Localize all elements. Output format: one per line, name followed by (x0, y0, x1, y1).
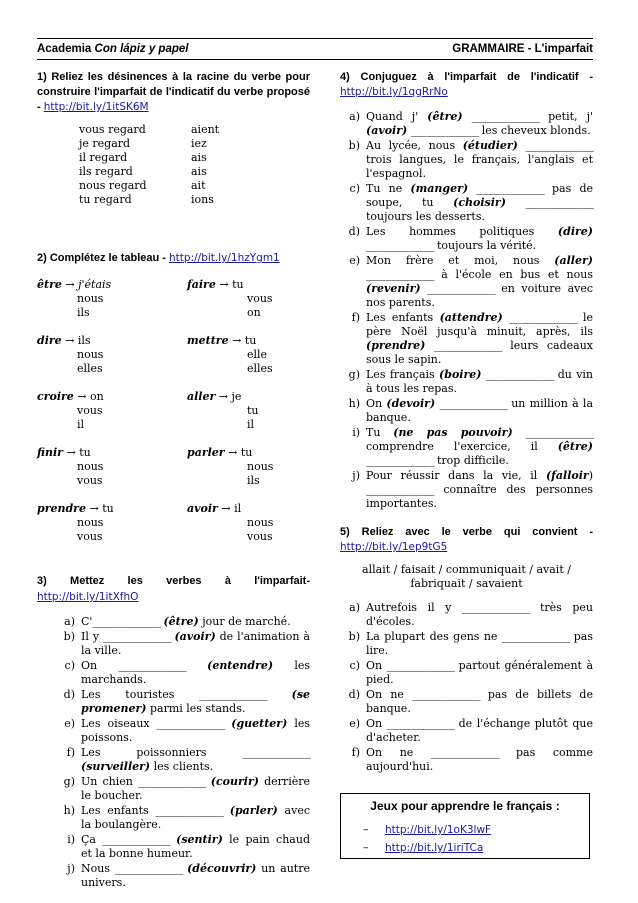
ex4-item (340, 397, 593, 425)
ex2-first-line (187, 502, 310, 516)
ex4-text: Tu ne (manger) _______________ pas de soupe, tu (choisir) _______________ toujours les desserts. (366, 182, 594, 223)
verb-hint: (revenir) (366, 282, 421, 295)
answer-blank[interactable]: _______________ (430, 746, 499, 759)
answer-blank[interactable]: _______________ (366, 483, 434, 496)
ex2-pronoun: tu (232, 278, 244, 291)
item-letter: b) (348, 630, 360, 643)
ex4-text: Les enfants (attendre) _______________ le père Noël jusqu'à minuit, après, ils (prendre) _______________ leurs cadeaux sous le sapin. (366, 311, 594, 366)
ex2-pronoun: il (234, 502, 242, 515)
item-letter: d) (63, 688, 75, 701)
item-letter: i) (352, 426, 360, 439)
games-box (340, 793, 590, 859)
ex2-pronoun-line: nous (77, 460, 104, 473)
verb-hint: (être) (557, 440, 593, 453)
ex4-text: Tu (ne pas pouvoir) _______________ comprendre l'exercice, il (être) _______________ trop difficile. (366, 426, 593, 467)
ex2-block (37, 502, 187, 544)
verb-hint: (être) (163, 615, 199, 628)
answer-blank[interactable]: _______________ (525, 196, 594, 209)
verb-hint: (attendre) (439, 311, 503, 324)
verb-hint: (se promener) (81, 688, 311, 715)
ex2-pronoun-line: nous (247, 516, 274, 529)
ex3-text: Les touristes _______________ (se promener) parmi les stands. (81, 688, 311, 715)
ex5-text: On ne _______________ pas de billets de banque. (366, 688, 593, 715)
answer-blank[interactable]: _______________ (366, 454, 434, 467)
right-column (340, 70, 593, 775)
ex4-text: Les hommes politiques (dire) _______________ toujours la vérité. (366, 225, 593, 252)
answer-blank[interactable]: _______________ (434, 339, 502, 352)
ex2-block (187, 502, 310, 544)
ex2-block (37, 334, 187, 376)
ex2-pronoun-line: il (247, 418, 255, 431)
verb-hint: (courir) (210, 775, 259, 788)
ex2-table (37, 278, 310, 558)
ex4-text: Mon frère et moi, nous (aller) _______________ à l'école en bus et nous (revenir) _______________ en voiture avec nos parents. (366, 254, 594, 309)
answer-blank[interactable]: _______________ (386, 659, 455, 672)
item-letter: a) (349, 601, 360, 614)
ex2-block (187, 446, 310, 488)
ex2-pronoun-line: nous (77, 516, 104, 529)
ex2-pronoun: j'étais (78, 278, 112, 291)
ex1-pairs (79, 123, 310, 207)
ex2-arrow: → (61, 334, 78, 347)
ex2-verb: finir (37, 446, 63, 459)
ex4-item (340, 254, 593, 310)
ex1-ending: ais (191, 165, 207, 178)
ex5-item (340, 717, 593, 745)
ex4-item (340, 225, 593, 253)
answer-blank[interactable]: _______________ (427, 282, 495, 295)
ex3-text: Les oiseaux _______________ (guetter) les poissons. (81, 717, 311, 744)
ex2-arrow: → (215, 278, 233, 291)
verb-hint: (boire) (439, 368, 482, 381)
ex5-text: On _______________ de l'échange plutôt que d'acheter. (366, 717, 593, 744)
ex2-verb: mettre (187, 334, 229, 347)
ex4-item (340, 139, 593, 181)
left-column (37, 70, 310, 891)
item-letter: c) (349, 182, 360, 195)
ex2-block (37, 446, 187, 488)
ex5-item (340, 659, 593, 687)
answer-blank[interactable]: _______________ (366, 239, 434, 252)
ex3-text: Ça _______________ (sentir) le pain chaud et la bonne humeur. (81, 833, 310, 860)
ex4-item (340, 469, 593, 511)
item-letter: e) (64, 717, 75, 730)
answer-blank[interactable]: _______________ (476, 182, 544, 195)
ex2-pronoun: ils (77, 334, 91, 347)
ex1-stem: il regard (79, 151, 128, 164)
ex3-text: Les enfants _______________ (parler) avec la boulangère. (81, 804, 310, 831)
ex3-item (55, 630, 310, 658)
ex2-first-line (37, 278, 187, 292)
ex1-row (79, 165, 310, 179)
ex5-text: Autrefois il y _______________ très peu d'écoles. (366, 601, 593, 628)
item-letter: f) (351, 746, 360, 759)
ex2-block (37, 278, 187, 320)
ex2-arrow: → (85, 502, 103, 515)
verb-hint: (étudier) (462, 139, 518, 152)
ex3-list (55, 615, 310, 890)
ex2-pronoun: tu (79, 446, 91, 459)
verb-hint: (dire) (557, 225, 593, 238)
item-letter: j) (67, 862, 75, 875)
ex2-arrow: → (224, 446, 241, 459)
ex2-pronoun-line: vous (77, 474, 103, 487)
item-letter: a) (64, 615, 75, 628)
ex2-block (37, 390, 187, 432)
ex4-text: Pour réussir dans la vie, il (falloir) _______________ connaître des personnes importantes. (366, 469, 593, 510)
item-letter: e) (349, 254, 360, 267)
ex2-verb: avoir (187, 502, 218, 515)
ex2-pronoun-line: ils (77, 306, 90, 319)
answer-blank[interactable]: _______________ (155, 804, 223, 817)
ex2-pronoun-line: elles (247, 362, 273, 375)
ex3-text: C'_______________ (être) jour de marché. (81, 615, 291, 628)
ex2-first-line (187, 334, 310, 348)
ex5-list (340, 601, 593, 774)
ex3-item (55, 659, 310, 687)
ex1-ending: aient (191, 123, 220, 136)
answer-blank[interactable]: _______________ (439, 397, 507, 410)
ex5-link[interactable]: http://bit.ly/1ep9tG5 (340, 541, 448, 553)
ex1-ending: ait (191, 179, 206, 192)
ex2-pronoun: tu (102, 502, 114, 515)
ex2-first-line (37, 502, 187, 516)
verb-hint: (choisir) (453, 196, 506, 209)
ex2-pronoun: tu (240, 446, 253, 459)
verb-hint: (aller) (554, 254, 593, 267)
ex2-title: 2) Complétez le tableau - http://bit.ly/1hzYgm1 (37, 252, 280, 264)
ex2-first-line (37, 334, 187, 348)
ex2-arrow: → (215, 390, 232, 403)
item-letter: a) (349, 110, 360, 123)
ex4-item (340, 110, 593, 138)
answer-blank[interactable]: _______________ (501, 630, 570, 643)
answer-blank[interactable]: _______________ (199, 688, 267, 701)
item-letter: i) (67, 833, 75, 846)
ex2-first-line (187, 390, 310, 404)
ex3-title: 3) Mettez les verbes à l'imparfait- (37, 575, 310, 587)
ex3-text: On _______________ (entendre) les marchands. (81, 659, 310, 686)
ex1-stem: tu regard (79, 193, 132, 206)
games-links (363, 821, 589, 857)
ex3-item (55, 804, 310, 832)
ex3-item (55, 833, 310, 861)
ex2-verb: prendre (37, 502, 86, 515)
answer-blank[interactable]: _______________ (412, 688, 480, 701)
answer-blank[interactable]: _______________ (509, 311, 577, 324)
ex2-first-line (37, 446, 187, 460)
ex2-verb: être (37, 278, 62, 291)
ex5-item (340, 746, 593, 774)
ex1-row (79, 179, 310, 193)
ex4-item (340, 182, 593, 224)
item-letter: g) (63, 775, 75, 788)
answer-blank[interactable]: _______________ (525, 426, 593, 439)
answer-blank[interactable]: _______________ (102, 833, 170, 846)
ex2-pronoun-line: elles (77, 362, 103, 375)
games-title: Jeux pour apprendre le français : (370, 799, 560, 813)
ex2-arrow: → (217, 502, 235, 515)
ex2-block (187, 390, 310, 432)
ex2-first-line (187, 278, 310, 292)
item-letter: f) (351, 311, 360, 324)
ex3-text: Il y _______________ (avoir) de l'animation à la ville. (81, 630, 310, 657)
ex2-arrow: → (228, 334, 245, 347)
ex2-verb: croire (37, 390, 74, 403)
ex2-link[interactable]: http://bit.ly/1hzYgm1 (169, 252, 280, 264)
ex3-item (55, 688, 310, 716)
answer-blank[interactable]: _______________ (366, 268, 434, 281)
item-letter: b) (348, 139, 360, 152)
answer-blank[interactable]: _______________ (138, 775, 206, 788)
item-letter: c) (349, 659, 360, 672)
verb-hint: (guetter) (231, 717, 288, 730)
verb-hint: (parler) (229, 804, 278, 817)
ex1-row (79, 193, 310, 207)
ex2-arrow: → (61, 278, 79, 291)
item-letter: e) (349, 717, 360, 730)
ex3-text: Les poissonniers _______________ (surveiller) les clients. (81, 746, 310, 773)
ex2-pronoun-line: vous (247, 292, 273, 305)
ex2-verb: dire (37, 334, 62, 347)
answer-blank[interactable]: _______________ (471, 110, 540, 123)
ex1-stem: vous regard (79, 123, 146, 136)
verb-hint: (prendre) (366, 339, 426, 352)
games-link[interactable]: http://bit.ly/1iriTCa (385, 842, 484, 854)
ex1-ending: iez (191, 137, 207, 150)
answer-blank[interactable]: _______________ (525, 139, 593, 152)
ex2-verb: parler (187, 446, 225, 459)
ex5-item (340, 688, 593, 716)
ex4-item (340, 368, 593, 396)
verb-hint: (avoir) (366, 124, 408, 137)
answer-blank[interactable]: _______________ (461, 601, 530, 614)
ex2-pronoun-line: nous (77, 348, 104, 361)
item-letter: f) (66, 746, 75, 759)
header-right: GRAMMAIRE - L'imparfait (452, 43, 593, 55)
answer-blank[interactable]: _______________ (92, 615, 160, 628)
ex2-pronoun-line: elle (247, 348, 268, 361)
answer-blank[interactable]: _______________ (114, 862, 183, 875)
ex2-pronoun-line: vous (247, 530, 273, 543)
ex1-stem: nous regard (79, 179, 147, 192)
games-link[interactable]: http://bit.ly/1oK3lwF (385, 824, 492, 836)
answer-blank[interactable]: _______________ (102, 630, 171, 643)
item-letter: d) (348, 225, 360, 238)
ex4-link[interactable]: http://bit.ly/1qgRrNo (340, 86, 448, 98)
verb-hint: (falloir (545, 469, 589, 482)
verb-hint: (découvrir) (187, 862, 257, 875)
verb-hint: (ne pas pouvoir) (393, 426, 513, 439)
ex2-block (187, 334, 310, 376)
answer-blank[interactable]: _______________ (156, 717, 225, 730)
ex5-item (340, 630, 593, 658)
ex2-pronoun-line: tu (247, 404, 259, 417)
ex1-title: 1) Reliez les désinences à la racine du verbe pour construire l'imparfait de l'indicatif du verbe proposé - http://bit.ly/1itSK6M (37, 71, 310, 113)
item-letter: c) (64, 659, 75, 672)
ex2-pronoun-line: on (247, 306, 261, 319)
ex3-text: Un chien _______________ (courir) derrière le boucher. (81, 775, 310, 802)
ex3-item (55, 717, 310, 745)
ex4-text: On (devoir) _______________ un million à la banque. (366, 397, 594, 424)
ex2-pronoun-line: ils (247, 474, 260, 487)
ex1-row (79, 137, 310, 151)
ex2-pronoun: tu (244, 334, 257, 347)
ex2-pronoun-line: vous (77, 404, 103, 417)
ex2-first-line (37, 390, 187, 404)
ex4-title: 4) Conjuguez à l'imparfait de l'indicatif - http://bit.ly/1qgRrNo (340, 71, 593, 98)
ex4-list (340, 110, 593, 511)
ex2-arrow: → (73, 390, 91, 403)
ex2-pronoun: on (90, 390, 104, 403)
page-header (37, 38, 593, 60)
ex5-title: 5) Reliez avec le verbe qui convient - http://bit.ly/1ep9tG5 (340, 526, 593, 553)
ex2-pronoun: je (231, 390, 242, 403)
item-letter: h) (63, 804, 75, 817)
header-left: Academia Con lápiz y papel (37, 43, 189, 55)
ex1-stem: je regard (79, 137, 131, 150)
item-letter: d) (348, 688, 360, 701)
ex5-item (340, 601, 593, 629)
answer-blank[interactable]: _______________ (118, 659, 186, 672)
ex2-pronoun-line: il (77, 418, 85, 431)
ex2-verb: aller (187, 390, 216, 403)
answer-blank[interactable]: _______________ (485, 368, 554, 381)
ex4-text: Les français (boire) _______________ du vin à tous les repas. (366, 368, 594, 395)
ex5-word-bank: allait / faisait / communiquait / avait / fabriquait / savaient (362, 563, 571, 590)
games-item (363, 821, 589, 839)
ex2-block (187, 278, 310, 320)
ex3-text: Nous _______________ (découvrir) un autre univers. (81, 862, 310, 889)
ex4-text: Quand j' (être) _______________ petit, j' (avoir) _______________ les cheveux blonds. (366, 110, 594, 137)
item-letter: j) (352, 469, 360, 482)
verb-hint: (surveiller) (81, 760, 151, 773)
answer-blank[interactable]: _______________ (242, 746, 310, 759)
ex3-link[interactable]: http://bit.ly/1itXfhO (37, 591, 139, 603)
ex2-pronoun-line: vous (77, 530, 103, 543)
item-letter: g) (348, 368, 360, 381)
ex2-verb: faire (187, 278, 216, 291)
verb-hint: (devoir) (386, 397, 436, 410)
ex1-link[interactable]: http://bit.ly/1itSK6M (43, 101, 149, 113)
ex4-item (340, 311, 593, 367)
answer-blank[interactable]: _______________ (410, 124, 479, 137)
ex4-item (340, 426, 593, 468)
ex1-row (79, 123, 310, 137)
verb-hint: (être) (427, 110, 463, 123)
ex5-text: La plupart des gens ne _______________ pas lire. (366, 630, 594, 657)
ex1-row (79, 151, 310, 165)
ex3-item (55, 862, 310, 890)
ex3-item (55, 775, 310, 803)
ex4-text: Au lycée, nous (étudier) _______________ trois langues, le français, l'anglais et l'espagnol. (366, 139, 593, 180)
ex2-pronoun-line: nous (247, 460, 274, 473)
ex1-stem: ils regard (79, 165, 133, 178)
verb-hint: (avoir) (174, 630, 216, 643)
ex2-first-line (187, 446, 310, 460)
ex1-ending: ions (191, 193, 214, 206)
verb-hint: (sentir) (176, 833, 223, 846)
ex2-pronoun-line: nous (77, 292, 104, 305)
verb-hint: (entendre) (207, 659, 274, 672)
ex1-ending: ais (191, 151, 207, 164)
ex5-text: On _______________ partout généralement à pied. (366, 659, 593, 686)
games-item (363, 839, 589, 857)
ex3-item (55, 746, 310, 774)
answer-blank[interactable]: _______________ (386, 717, 455, 730)
ex2-arrow: → (62, 446, 80, 459)
item-letter: h) (348, 397, 360, 410)
item-letter: b) (63, 630, 75, 643)
verb-hint: (manger) (410, 182, 469, 195)
ex5-text: On ne _______________ pas comme aujourd'hui. (366, 746, 593, 773)
ex3-item (55, 615, 310, 629)
